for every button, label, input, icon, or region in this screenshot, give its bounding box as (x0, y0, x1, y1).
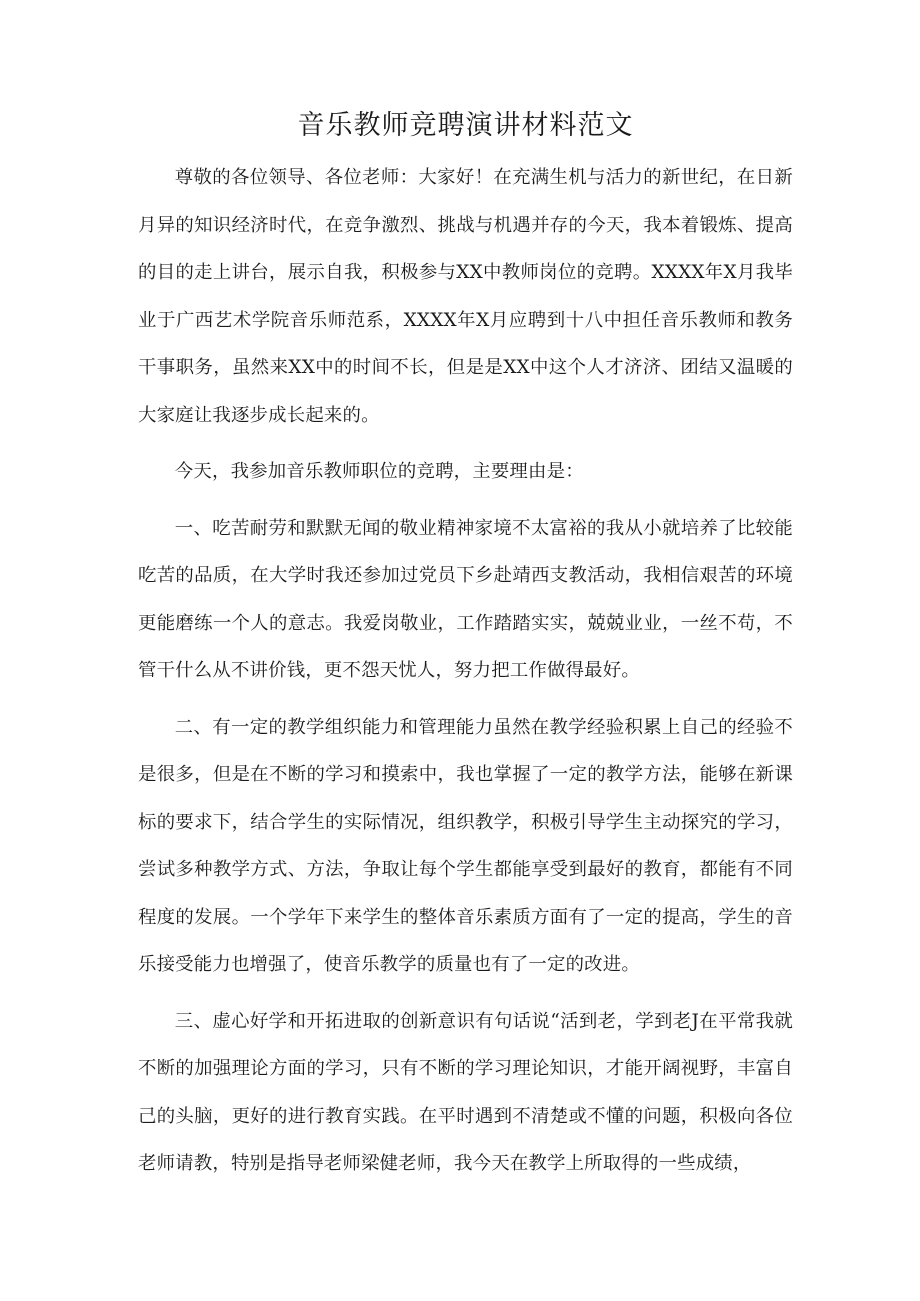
paragraph-reasons-intro: 今天，我参加音乐教师职位的竞聘，主要理由是： (174, 461, 584, 482)
paragraph-greeting: 尊敬的各位领导、各位老师：大家好！在充满生机与活力的新世纪，在日新月异的知识经济时代，在竞争激烈、挑战与机遇并存的今天，我本着锻炼、提高的目的走上讲台，展示自我，积极参与XX中教师岗位的竞聘。XXXX年X月我毕业于广西艺术学院音乐师范系，XXXX年X月应聘到十八中担任音乐教师和教务干事职务，虽然来XX中的时间不长，但是是XX中这个人才济济、团结又温暖的大家庭让我逐步成长起来的。 (138, 167, 793, 426)
paragraph-reason-two: 二、有一定的教学组织能力和管理能力虽然在教学经验积累上自己的经验不是很多，但是在不断的学习和摸索中，我也掌握了一定的教学方法，能够在新课标的要求下，结合学生的实际情况，组织教学，积极引导学生主动探究的学习，尝试多种教学方式、方法，争取让每个学生都能享受到最好的教育，都能有不同程度的发展。一个学年下来学生的整体音乐素质方面有了一定的提高，学生的音乐接受能力也增强了，使音乐教学的质量也有了一定的改进。 (138, 716, 793, 975)
paragraph-reason-one: 一、吃苦耐劳和默默无闻的敬业精神家境不太富裕的我从小就培养了比较能吃苦的品质，在大学时我还参加过党员下乡赴靖西支教活动，我相信艰苦的环境更能磨练一个人的意志。我爱岗敬业，工作踏踏实实，兢兢业业，一丝不苟，不管干什么从不讲价钱，更不怨天忧人，努力把工作做得最好。 (138, 517, 793, 681)
document-page (138, 108, 793, 1197)
paragraph-reason-three: 三、虚心好学和开拓进取的创新意识有句话说“活到老，学到老J在平常我就不断的加强理论方面的学习，只有不断的学习理论知识，才能开阔视野，丰富自己的头脑，更好的进行教育实践。在平时遇到不清楚或不懂的问题，积极向各位老师请教，特别是指导老师梁健老师，我今天在教学上所取得的一些成绩， (138, 1010, 793, 1174)
document-title: 音乐教师竞聘演讲材料范文 (297, 110, 634, 141)
